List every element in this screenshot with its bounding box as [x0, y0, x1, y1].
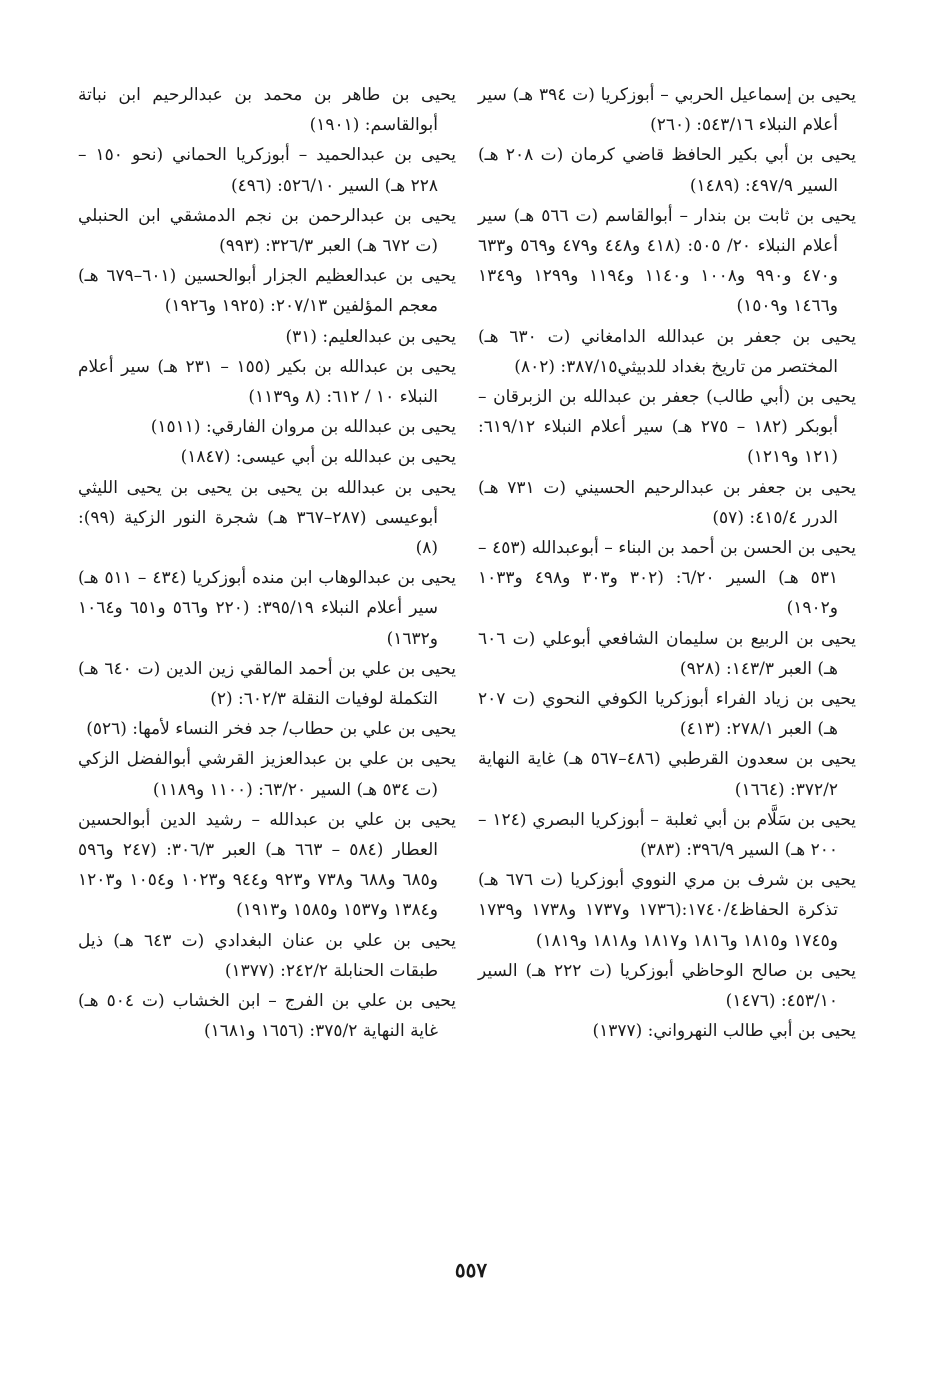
index-entry: يحيى بن (أبي طالب) جعفر بن عبدالله بن الزبرقان – أبوبكر (١٨٢ – ٢٧٥ هـ) سير أعلام النبلاء ٦١٩/١٢: (١٢١ و١٢١٩) — [478, 387, 856, 468]
index-entry: يحيى بن عبدالعليم: (٣١) — [285, 326, 456, 347]
index-entry: يحيى بن جعفر بن عبدالله الدامغاني (ت ٦٣٠ هـ) المختصر من تاريخ بغداد للدبيثي٣٨٧/١٥: (٨٠٢) — [478, 326, 857, 377]
index-entry: يحيى بن عبدالله بن أبي عيسى: (١٨٤٧) — [180, 447, 456, 468]
index-entry: يحيى بن علي بن الفرج – ابن الخشاب (ت ٥٠٤ هـ) غاية النهاية ٣٧٥/٢: (١٦٥٦ و١٦٨١) — [78, 991, 456, 1042]
index-entry: يحيى بن علي بن حطاب/ جد فخر النساء لأمها: (٥٢٦) — [86, 719, 456, 740]
index-entry: يحيى بن سَلَّام بن أبي ثعلبة – أبوزكريا البصري (١٢٤ – ٢٠٠ هـ) السير ٣٩٦/٩: (٣٨٣) — [478, 809, 857, 861]
right-column — [478, 80, 856, 1047]
index-entry: يحيى بن جعفر بن عبدالرحيم الحسيني (ت ٧٣١ هـ) الدرر ٤١٥/٤: (٥٧) — [478, 477, 857, 528]
index-entry: يحيى بن عبدالله بن يحيى بن يحيى بن يحيى الليثي أبوعيسى (٢٨٧–٣٦٧ هـ) شجرة النور الزكية (٩٩): (٨) — [78, 477, 456, 559]
index-entry: يحيى بن أبي طالب النهرواني: (١٣٧٧) — [592, 1021, 856, 1042]
index-entry: يحيى بن علي بن عبدالله – رشيد الدين أبوالحسين العطار (٥٨٤ – ٦٦٣ هـ) العبر ٣٠٦/٣: (٢٤٧ و٥٩٦ و٦٨٥ و٦٨٨ و٧٣٨ و٩٢٣ و٩٤٤ و١٠٢٣ و١٠٥٤ و١٢٠٣ و١٣٨٤ و١٥٣٧ و١٥٨٥ و١٩١٣) — [78, 809, 456, 921]
index-entry: يحيى بن الحسن بن أحمد بن البناء – أبوعبدالله (٤٥٣ – ٥٣١ هـ) السير ٦/٢٠: (٣٠٢ و٣٠٣ و٤٩٨ و١٠٣٣ و١٩٠٢) — [478, 538, 857, 619]
left-column — [78, 80, 456, 1047]
index-entry: يحيى بن عبدالحميد – أبوزكريا الحماني (نحو ١٥٠ – ٢٢٨ هـ) السير ٥٢٦/١٠: (٤٩٦) — [78, 145, 456, 196]
index-entry: يحيى بن عبدالعظيم الجزار أبوالحسين (٦٠١–٦٧٩ هـ) معجم المؤلفين ٢٠٧/١٣: (١٩٢٥ و١٩٢٦) — [78, 266, 456, 317]
page-number: ٥٥٧ — [454, 1258, 488, 1282]
index-entry: يحيى بن علي بن عنان البغدادي (ت ٦٤٣ هـ) ذيل طبقات الحنابلة ٢٤٢/٢: (١٣٧٧) — [78, 930, 457, 981]
index-entry: يحيى بن عبدالوهاب ابن منده أبوزكريا (٤٣٤ – ٥١١ هـ) سير أعلام النبلاء ٣٩٥/١٩: (٢٢٠ و٥٦٦ و٦٥١ و١٠٦٤ و١٦٣٢) — [78, 568, 457, 649]
index-entry: يحيى بن علي بن أحمد المالقي زين الدين (ت ٦٤٠ هـ) التكملة لوفيات النقلة ٦٠٢/٣: (٢) — [78, 658, 456, 710]
index-entry: يحيى بن الربيع بن سليمان الشافعي أبوعلي (ت ٦٠٦ هـ) العبر ١٤٣/٣: (٩٢٨) — [478, 628, 856, 679]
index-entry: يحيى بن صالح الوحاظي أبوزكريا (ت ٢٢٢ هـ) السير ٤٥٣/١٠: (١٤٧٦) — [478, 960, 856, 1012]
index-entry: يحيى بن سعدون القرطبي (٤٨٦–٥٦٧ هـ) غاية النهاية ٣٧٢/٢: (١٦٦٤) — [478, 749, 856, 800]
index-entry: يحيى بن أبي بكير الحافظ قاضي كرمان (ت ٢٠٨ هـ) السير ٤٩٧/٩: (١٤٨٩) — [478, 145, 857, 196]
index-entry: يحيى بن ثابت بن بندار – أبوالقاسم (ت ٥٦٦ هـ) سير أعلام النبلاء ٢٠/ ٥٠٥: (٤١٨ و٤٤٨ و٤٧٩ و٥٦٩ و٦٣٣ و٤٧٠ و٩٩٠ و١٠٠٨ و١١٤٠ و١١٩٤ و١٢٩٩ و١٣٤٩ و١٤٦٦ و١٥٠٩) — [478, 205, 857, 317]
index-entry: يحيى بن عبدالله بن بكير (١٥٥ – ٢٣١ هـ) سير أعلام النبلاء ١٠ / ٦١٢: (٨ و١١٣٩) — [78, 356, 456, 408]
index-entry: يحيى بن شرف بن مري النووي أبوزكريا (ت ٦٧٦ هـ) تذكرة الحفاظ١٧٤٠/٤:(١٧٣٦ و١٧٣٧ و١٧٣٨ و١٧٣٩ و١٧٤٥ و١٨١٥ و١٨١٦ و١٨١٧ و١٨١٨ و١٨١٩) — [478, 870, 856, 951]
index-entry: يحيى بن عبدالله بن مروان الفارقي: (١٥١١) — [150, 417, 456, 438]
index-entry: يحيى بن طاهر بن محمد بن عبدالرحيم ابن نباتة أبوالقاسم: (١٩٠١) — [78, 85, 456, 136]
index-entry: يحيى بن علي بن عبدالعزيز القرشي أبوالفضل الزكي (ت ٥٣٤ هـ) السير ٦٣/٢٠: (١١٠٠ و١١٨٩) — [78, 749, 456, 800]
index-entry: يحيى بن إسماعيل الحربي – أبوزكريا (ت ٣٩٤ هـ) سير أعلام النبلاء ٥٤٣/١٦: (٢٦٠) — [478, 85, 856, 136]
index-entry: يحيى بن زياد الفراء أبوزكريا الكوفي النحوي (ت ٢٠٧ هـ) العبر ٢٧٨/١: (٤١٣) — [478, 689, 856, 740]
index-entry: يحيى بن عبدالرحمن بن نجم الدمشقي ابن الحنبلي (ت ٦٧٢ هـ) العبر ٣٢٦/٣: (٩٩٣) — [78, 205, 456, 257]
